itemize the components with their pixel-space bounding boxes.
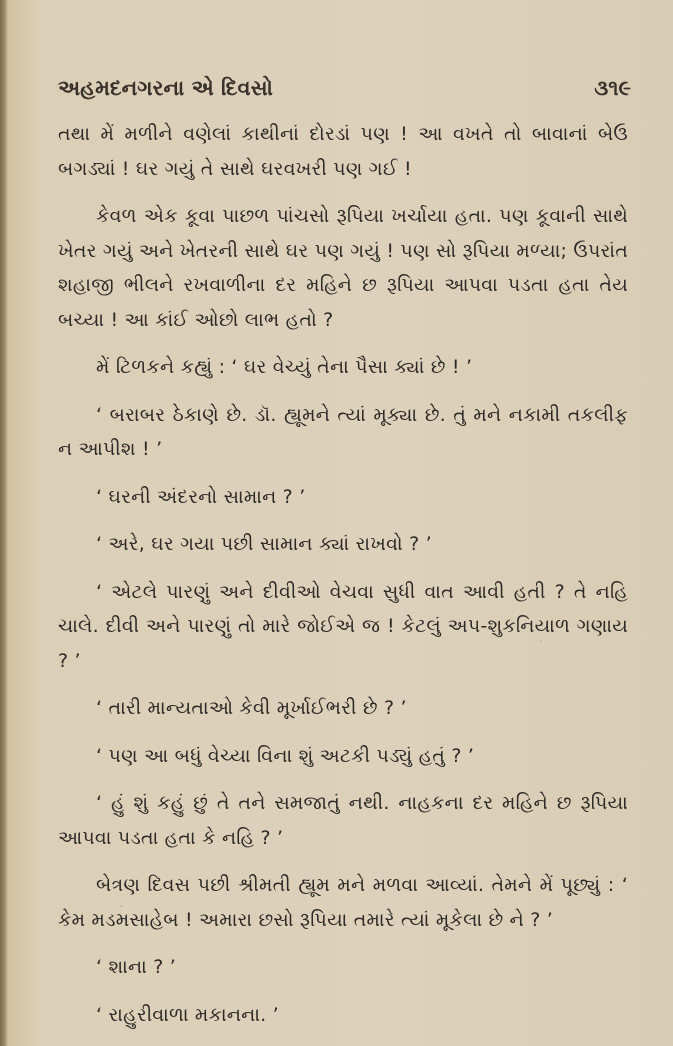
paragraph: ‘ પણ આ બધું વેચ્યા વિના શું અટકી પડ્યું હતું ? ’ xyxy=(96,744,475,767)
paragraph: તથા મેં મળીને વણેલાં કાથીનાં દોરડાં પણ ! આ વખતે તો બાવાનાં બેઉ બગડ્યાં ! ઘર ગયું તે સાથે ઘરવખરી પણ ગઈ ! xyxy=(58,123,628,180)
paragraph: ‘ શાના ? ’ xyxy=(96,956,176,978)
paragraph: ‘ ઘરની અંદરનો સામાન ? ’ xyxy=(96,485,306,508)
paragraph: ‘ બરાબર ઠેકાણે છે. ડૉ. હ્યૂમને ત્યાં મૂક્યા છે. તું મને નકામી તકલીફ ન આપીશ ! ’ xyxy=(58,403,628,460)
paragraph: બેત્રણ દિવસ પછી શ્રીમતી હ્યૂમ મને મળવા આવ્યાં. તેમને મેં પૂછ્યું : ‘ કેમ મડમસાહેબ ! અમારા છસો રૂપિયા તમારે ત્યાં મૂકેલા છે ને ? ’ xyxy=(58,874,628,931)
chapter-title: અહમદનગરના એ દિવસો xyxy=(58,75,273,100)
paragraph: ‘ અરે, ઘર ગયા પછી સામાન ક્યાં રાખવો ? ’ xyxy=(96,533,432,555)
running-head xyxy=(58,70,631,106)
paragraph: ‘ તારી માન્યતાઓ કેવી મૂર્ખાઈભરી છે ? ’ xyxy=(96,697,407,719)
paragraph: ‘ એટલે પારણું અને દીવીઓ વેચવા સુધી વાત આવી હતી ? તે નહિ ચાલે. દીવી અને પારણું તો મારે જોઈએ જ ! કેટલું અપ-શુકનિયાળ ગણાય ? ’ xyxy=(58,580,628,672)
paragraph: ‘ રાહુરીવાળા મકાનના. ’ xyxy=(96,1003,279,1026)
paragraph: ‘ હું શું કહું છું તે તને સમજાતું નથી. નાહકના દર મહિને છ રૂપિયા આપવા પડતા હતા કે નહિ ? ’ xyxy=(58,792,628,849)
paragraph: કેવળ એક કૂવા પાછળ પાંચસો રૂપિયા ખર્ચાયા હતા. પણ કૂવાની સાથે ખેતર ગયું અને ખેતરની સાથે ઘર પણ ગયું ! પણ સો રૂપિયા મળ્યા; ઉપરાંત શહાજી ભીલને રખવાળીના દર મહિને છ રૂપિયા આપવા પડતા હતા તેય બચ્યા ! આ કાંઈ ઓછો લાભ હતો ? xyxy=(58,205,628,331)
page-number: ૩૧૯ xyxy=(594,75,631,100)
page-spine-shadow xyxy=(0,0,8,1046)
paragraph: મેં ટિળકને કહ્યું : ‘ ઘર વેચ્યું તેના પૈસા ક્યાં છે ! ’ xyxy=(96,356,473,378)
body-text xyxy=(58,117,628,1045)
